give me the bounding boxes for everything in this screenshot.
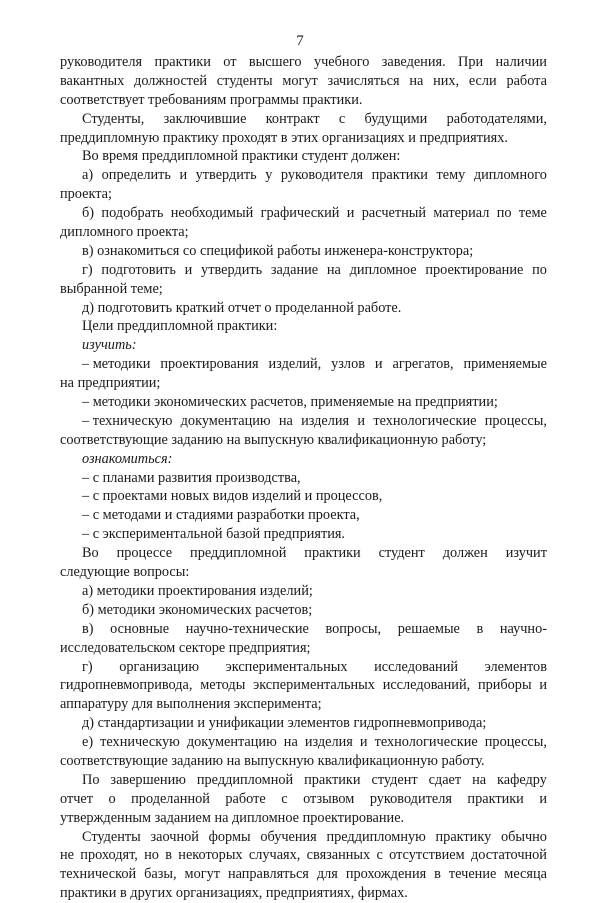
word: тему	[436, 167, 466, 184]
duty-item-g-cont: выбранной теме;	[60, 280, 163, 297]
duty-item-a	[60, 166, 547, 185]
word: изделия	[301, 412, 350, 429]
word: в)	[82, 620, 94, 637]
question-item-b: б) методики экономических расчетов;	[82, 601, 313, 618]
paragraph-1-line	[60, 72, 547, 91]
word: связанных	[306, 847, 371, 864]
word: должностей	[134, 72, 208, 89]
word: необходимый	[170, 205, 254, 222]
word: Во	[82, 545, 99, 562]
word: отсутствием	[389, 847, 465, 864]
word: практики	[467, 790, 524, 807]
word: изделий,	[268, 356, 322, 373]
word: проделанной	[131, 790, 210, 807]
word: руководителя	[60, 54, 143, 70]
word: и	[374, 356, 383, 373]
word: применяемые	[463, 356, 547, 373]
word: материал	[433, 205, 490, 222]
word: изучит	[505, 545, 547, 562]
word: студент	[378, 545, 425, 562]
word: студент	[371, 771, 418, 788]
word: организацию	[119, 658, 200, 675]
word: если	[468, 72, 497, 89]
word: о	[108, 790, 116, 807]
word: от	[223, 54, 237, 70]
word: заключившие	[163, 110, 247, 127]
familiar-label: ознакомиться:	[82, 450, 173, 467]
word: достаточной	[470, 847, 547, 864]
word: процессе	[116, 545, 173, 562]
word: расчетный	[361, 205, 427, 222]
question-item-a: а) методики проектирования изделий;	[82, 582, 313, 599]
word: подготовить	[101, 261, 176, 278]
word: научно-технические	[185, 620, 309, 637]
word: – методики	[82, 356, 151, 373]
word: могут	[282, 72, 318, 89]
word: технологические	[374, 734, 478, 751]
word: решаемые	[397, 620, 460, 637]
word: процессы,	[484, 734, 547, 751]
word: практики	[304, 545, 361, 562]
word: г)	[82, 261, 93, 278]
word: вакантных	[60, 72, 125, 89]
word: заочной	[150, 828, 199, 845]
duty-item-a-cont: проекта;	[60, 186, 112, 203]
word: документацию	[186, 734, 277, 751]
part-time-paragraph-line	[60, 865, 547, 884]
paragraph-2-line: преддипломную практику проходят в этих организациях и предприятиях.	[60, 129, 508, 146]
word: изделия	[304, 734, 353, 751]
questions-intro-cont: следующие вопросы:	[60, 564, 190, 581]
word: на	[278, 412, 293, 429]
word: вопросы,	[325, 620, 382, 637]
word: руководителя	[280, 167, 364, 184]
word: руководителя	[369, 790, 452, 807]
word: контракт	[265, 110, 320, 127]
word: и	[359, 734, 368, 751]
page-number: 7	[296, 33, 304, 49]
word: приборы	[477, 677, 532, 694]
question-item-e	[60, 733, 547, 752]
word: утвердить	[201, 261, 263, 278]
study-item	[60, 355, 547, 374]
study-item-cont: на предприятии;	[60, 375, 161, 392]
word: отчет	[60, 790, 93, 807]
word: преддипломной	[190, 545, 287, 562]
word: практики	[304, 771, 361, 788]
word: в	[476, 620, 484, 637]
word: проходят,	[80, 847, 138, 864]
word: не	[60, 847, 74, 864]
questions-intro	[60, 544, 547, 563]
report-paragraph-line	[60, 790, 547, 809]
word: отзывом	[303, 790, 355, 807]
word: высшего	[248, 54, 302, 70]
word: практики	[154, 54, 211, 70]
word: базы,	[144, 866, 177, 883]
question-item-g	[60, 658, 547, 677]
word: основные	[110, 620, 170, 637]
part-time-paragraph-line: практики в других организациях, предприятиях, фирмах.	[60, 885, 408, 902]
word: работе	[225, 790, 266, 807]
word: практику	[435, 828, 492, 845]
word: на	[283, 734, 298, 751]
word: проектирования	[160, 356, 259, 373]
question-item-e-cont: соответствующие заданию на выпускную квалификационную работу.	[60, 752, 485, 769]
word: и	[179, 167, 188, 184]
word: – техническую	[82, 412, 173, 429]
word: исследований	[374, 658, 458, 675]
study-item-cont: соответствующие заданию на выпускную квалификационную работу;	[60, 431, 487, 448]
paragraph-1-line	[60, 53, 547, 72]
familiar-item: – с проектами новых видов изделий и процессов,	[82, 488, 383, 505]
word: г)	[82, 658, 93, 675]
word: По	[82, 771, 100, 788]
question-item-d: д) стандартизации и унификации элементов гидропневмопривода;	[82, 715, 487, 732]
word: завершению	[110, 771, 186, 788]
familiar-item: – с планами развития производства,	[82, 469, 301, 486]
word: графический	[260, 205, 340, 222]
report-paragraph-line	[60, 771, 547, 790]
word: экспериментальных	[253, 677, 375, 694]
word: задание	[270, 261, 319, 278]
word: у	[265, 167, 273, 184]
word: должен	[442, 545, 488, 562]
word: на	[326, 261, 341, 278]
word: наличии	[495, 54, 547, 70]
word: преддипломную	[326, 828, 426, 845]
word: и	[184, 261, 193, 278]
word: учебного	[313, 54, 370, 70]
study-item	[60, 412, 547, 431]
duties-heading: Во время преддипломной практики студент должен:	[82, 148, 401, 165]
duty-item-g	[60, 261, 547, 280]
word: обычно	[500, 828, 547, 845]
word: утвердить	[195, 167, 257, 184]
word: и	[346, 205, 355, 222]
document-body	[60, 53, 547, 903]
duty-item-v: в) ознакомиться со спецификой работы инженера-конструктора;	[82, 242, 474, 259]
word: исследований,	[382, 677, 471, 694]
word: с	[376, 847, 383, 864]
word: а)	[82, 167, 94, 184]
word: технической	[60, 866, 137, 883]
word: работа	[506, 72, 547, 89]
word: студенты	[216, 72, 273, 89]
duty-item-d: д) подготовить краткий отчет о проделанной работе.	[82, 299, 402, 316]
word: методы	[200, 677, 246, 694]
word: них,	[433, 72, 460, 89]
paragraph-1-line: соответствует требованиям программы практики.	[60, 91, 363, 108]
word: прохождения	[345, 866, 427, 883]
part-time-paragraph-line	[60, 846, 547, 865]
question-item-v	[60, 620, 547, 639]
word: но	[144, 847, 159, 864]
familiar-item: – с экспериментальной базой предприятия.	[82, 526, 345, 543]
word: будущими	[364, 110, 428, 127]
word: по	[496, 205, 512, 222]
word: работодателями,	[446, 110, 547, 127]
word: на	[472, 771, 487, 788]
word: формы	[208, 828, 251, 845]
word: научно-	[499, 620, 547, 637]
word: для	[316, 866, 338, 883]
word: в	[434, 866, 441, 883]
word: дипломного	[473, 167, 547, 184]
word: обучения	[260, 828, 317, 845]
word: кафедру	[497, 771, 547, 788]
word: Студенты	[82, 828, 141, 845]
study-item: – методики экономических расчетов, применяемые на предприятии;	[82, 394, 498, 411]
word: и	[539, 790, 547, 807]
word: с	[281, 790, 288, 807]
goals-heading: Цели преддипломной практики:	[82, 318, 278, 335]
word: подобрать	[101, 205, 164, 222]
word: в	[165, 847, 172, 864]
word: и	[539, 677, 547, 694]
question-item-g-cont: аппаратуру для выполнения эксперимента;	[60, 696, 322, 713]
familiar-item: – с методами и стадиями разработки проекта,	[82, 507, 360, 524]
word: проектирование	[425, 261, 524, 278]
word: определить	[101, 167, 171, 184]
word: на	[409, 72, 424, 89]
question-item-g-cont	[60, 676, 547, 695]
word: технологические	[373, 412, 477, 429]
word: Студенты,	[82, 110, 145, 127]
word: случаях,	[248, 847, 301, 864]
study-label: изучить:	[82, 337, 137, 354]
part-time-paragraph-line	[60, 828, 547, 847]
report-paragraph-line: утвержденным заданием на дипломное проектирование.	[60, 809, 405, 826]
word: зачисляться	[327, 72, 400, 89]
word: месяца	[504, 866, 547, 883]
duty-item-b-cont: дипломного проекта;	[60, 224, 189, 241]
word: могут	[184, 866, 220, 883]
word: узлов	[331, 356, 365, 373]
duty-item-b	[60, 204, 547, 223]
word: техническую	[100, 734, 180, 751]
question-item-v-cont: исследовательском секторе предприятия;	[60, 639, 311, 656]
word: течение	[448, 866, 497, 883]
word: гидропневмопривода,	[60, 677, 193, 694]
word: сдает	[428, 771, 462, 788]
word: направляться	[227, 866, 309, 883]
word: теме	[518, 205, 547, 222]
paragraph-2-line	[60, 110, 547, 129]
word: При	[458, 54, 484, 70]
word: практики	[371, 167, 428, 184]
word: документацию	[180, 412, 271, 429]
word: и	[357, 412, 366, 429]
word: дипломное	[349, 261, 417, 278]
word: б)	[82, 205, 95, 222]
word: по	[532, 261, 547, 278]
word: экспериментальных	[225, 658, 348, 675]
word: е)	[82, 734, 94, 751]
word: заведения.	[381, 54, 446, 70]
word: некоторых	[178, 847, 243, 864]
word: процессы,	[484, 412, 547, 429]
word: элементов	[484, 658, 547, 675]
word: преддипломной	[196, 771, 294, 788]
word: агрегатов,	[392, 356, 454, 373]
word: с	[338, 110, 346, 127]
